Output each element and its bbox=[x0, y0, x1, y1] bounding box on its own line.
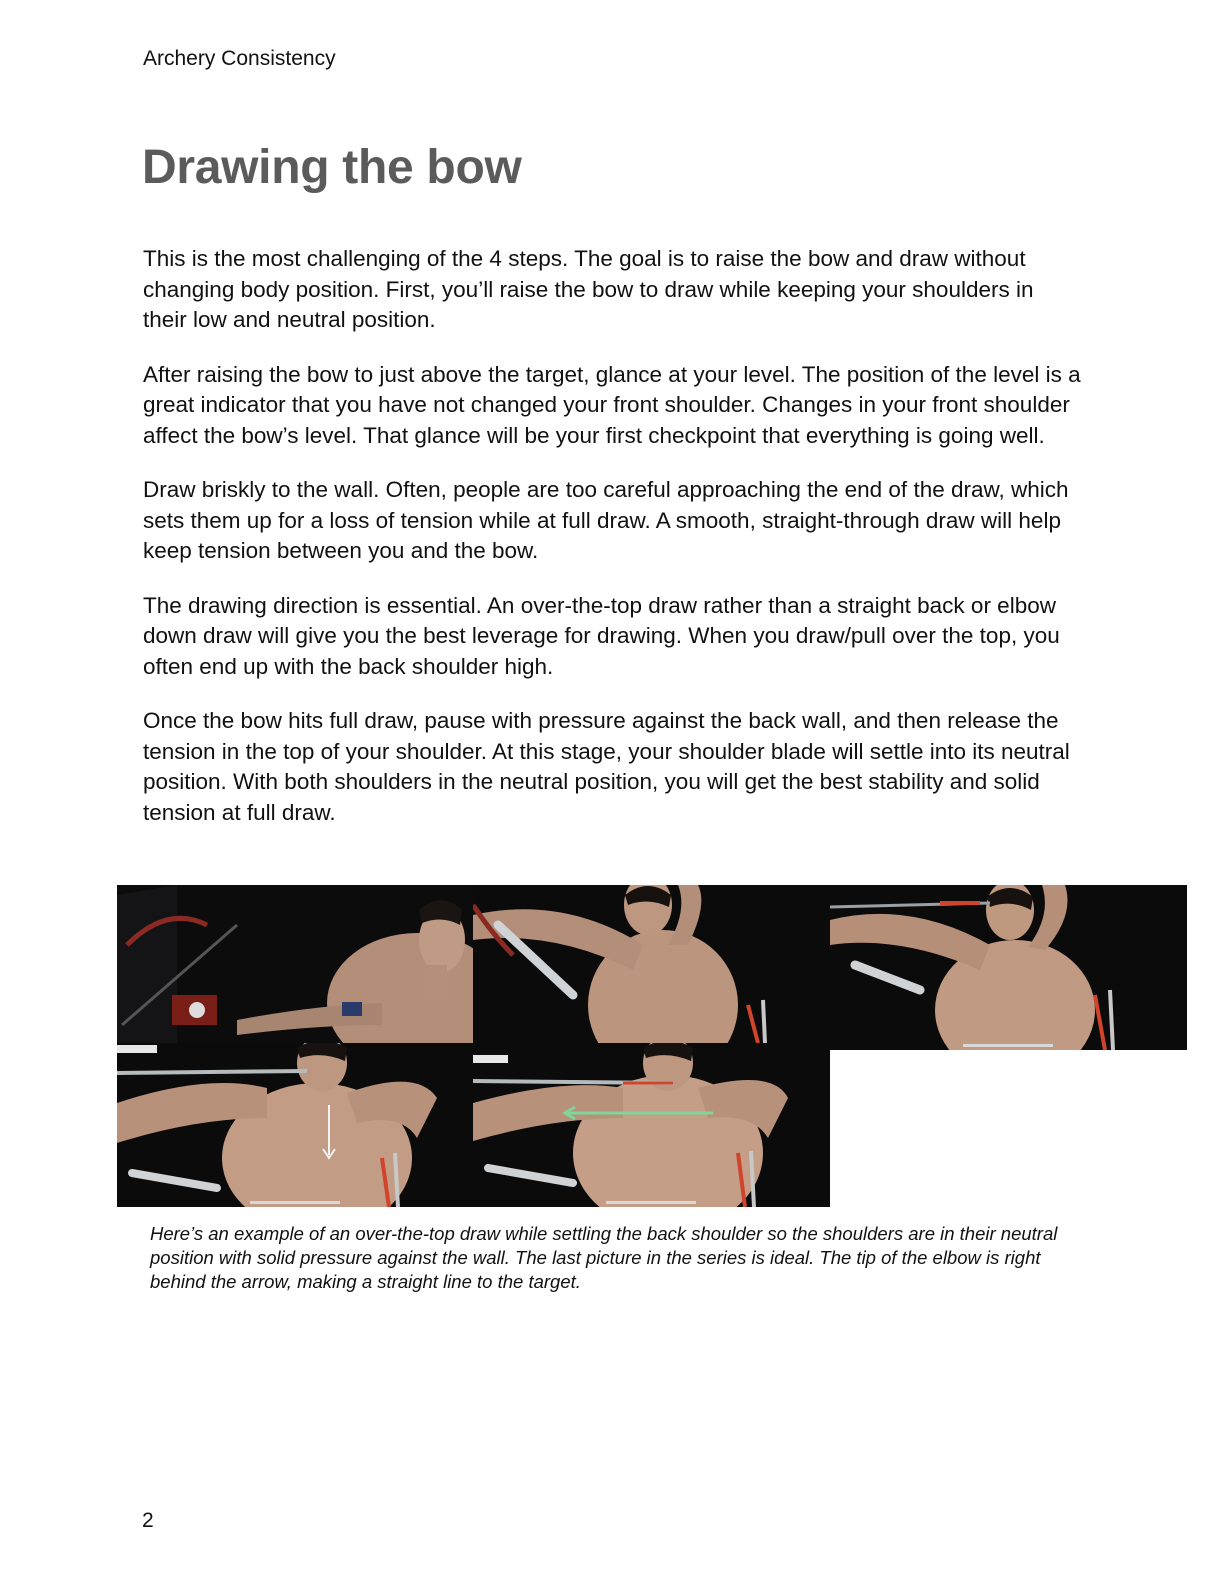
paragraph: Draw briskly to the wall. Often, people are too careful approaching the end of the draw, which sets them up for a loss of tension while at full draw. A smooth, straight-through draw will help keep tension between you and the bow. bbox=[143, 477, 1069, 563]
photo-mid-draw bbox=[830, 885, 1187, 1050]
photo-begin-draw bbox=[473, 885, 830, 1043]
paragraph: This is the most challenging of the 4 steps. The goal is to raise the bow and draw without changing body position. First, you’ll raise the bow to draw while keeping your shoulders in their low and neutral position. bbox=[143, 246, 1034, 332]
section-title: Drawing the bow bbox=[142, 141, 522, 194]
paragraph: After raising the bow to just above the target, glance at your level. The position of the level is a great indicator that you have not changed your front shoulder. Changes in your front shoulder affect the bow’s level. That glance will be your first checkpoint that everything is going well. bbox=[143, 361, 1081, 448]
photo-raise-bow bbox=[117, 885, 473, 1043]
figure-caption: Here’s an example of an over-the-top draw while settling the back shoulder so the shoulders are in their neutral position with solid pressure against the wall. The last picture in the series is ideal. The tip of the elbow is right behind the arrow, making a straight line to the target. bbox=[150, 1223, 1058, 1292]
paragraph: Once the bow hits full draw, pause with pressure against the back wall, and then release the tension in the top of your shoulder. At this stage, your shoulder blade will settle into its neutral position. With both shoulders in the neutral position, you will get the best stability and solid tension at full draw. bbox=[143, 708, 1070, 825]
body-text bbox=[143, 244, 1083, 852]
running-header: Archery Consistency bbox=[143, 47, 336, 70]
photo-full-draw-settle bbox=[117, 1043, 473, 1207]
photo-full-draw-ideal bbox=[473, 1043, 830, 1207]
paragraph: The drawing direction is essential. An over-the-top draw rather than a straight back or elbow down draw will give you the best leverage for drawing. When you draw/pull over the top, you often end up with the back shoulder high. bbox=[143, 592, 1060, 679]
page-number: 2 bbox=[142, 1509, 154, 1532]
